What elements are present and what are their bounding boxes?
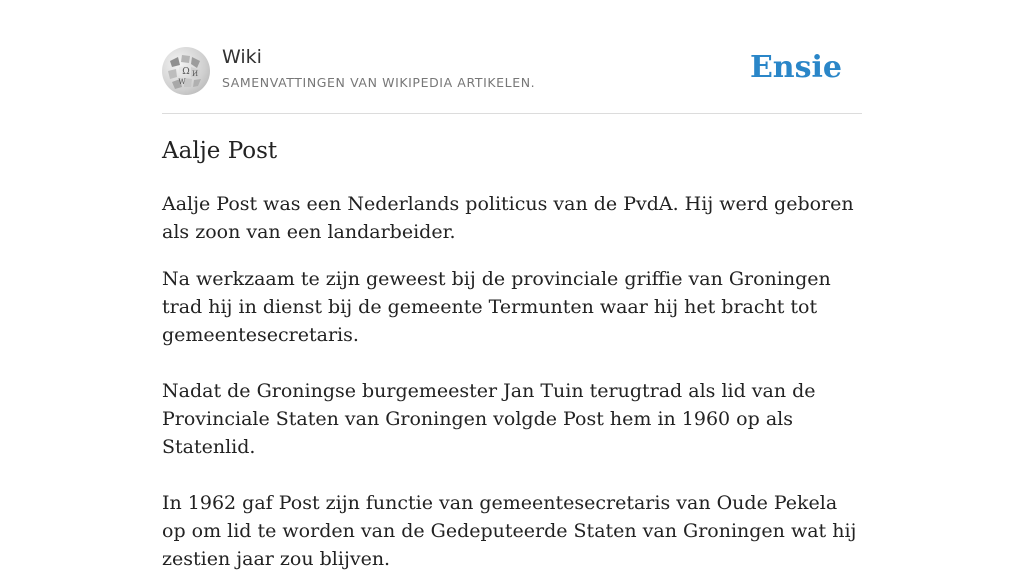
svg-text:Ω: Ω xyxy=(182,67,190,77)
article-paragraph: Aalje Post was een Nederlands politicus van de PvdA. Hij werd geboren als zoon van een landarbeider. xyxy=(162,193,854,243)
article-paragraph: In 1962 gaf Post zijn functie van gemeentesecretaris van Oude Pekela op om lid te worden van de Gedeputeerde Staten van Groningen wat hij zestien jaar zou blijven. xyxy=(162,492,857,570)
page xyxy=(162,0,862,570)
svg-text:И: И xyxy=(191,70,199,78)
svg-text:W: W xyxy=(178,78,186,86)
wikipedia-globe-icon[interactable] xyxy=(162,47,210,95)
article-body xyxy=(162,190,862,573)
article-paragraph: Nadat de Groningse burgemeester Jan Tuin terugtrad als lid van de Provinciale Staten van Groningen volgde Post hem in 1960 op als Statenlid. xyxy=(162,380,816,458)
site-header xyxy=(162,0,862,114)
site-tagline: SAMENVATTINGEN VAN WIKIPEDIA ARTIKELEN. xyxy=(222,75,536,90)
ensie-brand-link[interactable]: Ensie xyxy=(749,50,842,85)
site-name[interactable]: Wiki xyxy=(222,46,262,68)
article-title: Aalje Post xyxy=(162,138,278,164)
article-paragraph: Na werkzaam te zijn geweest bij de provinciale griffie van Groningen trad hij in dienst bij de gemeente Termunten waar hij het bracht tot gemeentesecretaris. xyxy=(162,268,831,346)
